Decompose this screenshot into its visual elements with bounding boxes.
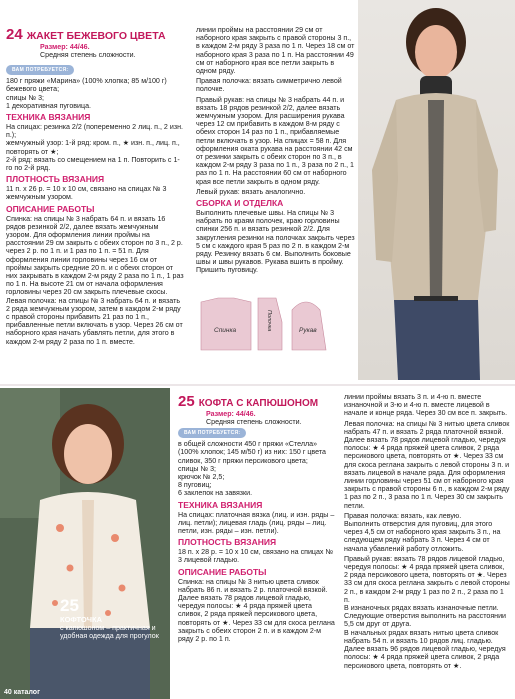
section-title: ОПИСАНИЕ РАБОТЫ <box>6 203 95 214</box>
pattern-25-col2 <box>344 393 510 670</box>
col3-paragraph: линии проймы вязать 3 п. и 4-ю п. вместе изнаночной и 3-ю и 4-ю п. вместе лицевой в начале и конце ряда. Через 30 см все п. закрыть. <box>344 393 508 418</box>
materials-pill: ВАМ ПОТРЕБУЕТСЯ: <box>178 428 246 438</box>
pattern-number: 25 <box>178 393 195 410</box>
pattern-24-header <box>6 26 186 59</box>
back-piece-shape <box>201 298 251 350</box>
pattern-24-col2 <box>196 26 356 275</box>
tech-line: жемчужный узор: 1-й ряд: кром. п., ★ изн. п., лиц. п., повторять от ★; <box>6 139 180 156</box>
col3-paragraph: Левая полочка: на спицы № 3 нитью цвета сливок набрать 47 п. и вязать 2 ряда платочной вязкой. <box>344 419 510 436</box>
tech-text: На спицах: платочная вязка (лиц. и изн. ряды – лиц. петли); лицевая гладь (лиц. ряды – лиц. петли, изн. ряды – изн. петли). <box>178 510 335 536</box>
pattern-25-header <box>178 393 348 426</box>
materials-pill: ВАМ ПОТРЕБУЕТСЯ: <box>6 65 74 75</box>
pattern-title: КОФТА С КАПЮШОНОМ <box>198 398 319 409</box>
difficulty-line: Средняя степень сложности. <box>206 418 302 427</box>
desc-text: Спинка: на спицы № 3 нитью цвета сливок набрать 86 п. и вязать 2 р. платочной вязкой. Далее вязать 78 рядов лицевой гладью, чередуя полосы: ★ 4 ряда пряжей цвета сливок, 2 ряда пряжей персикового цвета, повторять от ★. Через 33 см для скоса реглана закрыть с обеих сторон 2 п. и в каждом 2-м ряду 2 р. по 1 п. <box>178 577 335 644</box>
col3-paragraph: Выполнить отверстия для пуговиц, для этого через 4,5 см от наборного края закрыть 3 п., на следующем ряду набрать 3 п. Через 4 см от начала убавлений работу отложить. <box>344 520 501 553</box>
section-title: СБОРКА И ОТДЕЛКА <box>196 198 284 209</box>
col3-paragraph: Правая полочка: вязать, как левую. <box>344 511 462 520</box>
section-title: ТЕХНИКА ВЯЗАНИЯ <box>178 499 263 510</box>
tech-line: На спицах: резинка 2/2 (попеременно 2 лиц. п., 2 изн. п.); <box>6 123 183 140</box>
density-text: 11 п. х 26 р. = 10 х 10 см, связано на спицах № 3 жемчужным узором. <box>6 185 167 202</box>
sleeve-shape <box>292 302 326 350</box>
front-label: Полочка <box>266 310 272 332</box>
caption-title: КОФТОЧКА <box>60 615 103 624</box>
section-title: ТЕХНИКА ВЯЗАНИЯ <box>6 112 91 123</box>
desc-paragraph: Левая полочка: на спицы № 3 набрать 64 п. и вязать 2 ряда жемчужным узором, затем в каждом 2-м ряду с правой стороны прибавить 21 раз по 1 п., прибавленные петли включать в узор. Через 26 см от наборного края начать убавлять петли, для этого в каждом 2-м ряду 2 раза по 1 п. вместе. <box>6 296 183 346</box>
col3-paragraph: В начальных рядах вязать нитью цвета сливок набрать 54 п. и вязать 10 рядов лиц. гладью. Далее вязать 96 рядов лицевой гладью, чередуя полосы: ★ 4 ряда пряжей цвета сливок, 2 ряда персикового цвета, повторять от ★. <box>344 628 506 670</box>
col2-paragraph: Правая полочка: вязать симметрично левой полочке. <box>196 77 342 94</box>
difficulty-line: Средняя степень сложности. <box>40 51 136 60</box>
col2-paragraph: Правый рукав: на спицы № 3 набрать 44 п. и вязать 18 рядов резинкой 2/2, далее вязать жемчужным узором. Для расширения рукава через 12 см прибавить в каждом 8-м ряду с обеих сторон 14 раз по 1 п., прибавляемые петли включать в узор. На спицах = 58 п. Для оформления оката рукава на расстоянии 42 см от резинки закрыть с обеих сторон по 3 п., в каждом 2-м ряду 3 раза по 1 п., 3 раза по 2 п., 1 раз по 1 п. На расстоянии 60 см от наборного края все петли закрыть в одном ряду. <box>196 95 354 186</box>
material-item: крючок № 2,5; <box>178 473 225 482</box>
pattern-title: ЖАКЕТ БЕЖЕВОГО ЦВЕТА <box>26 30 166 42</box>
material-item: 6 заклепок на завязки. <box>178 489 253 498</box>
size-line: Размер: 44/46. <box>206 410 256 418</box>
tech-line: 2-й ряд: вязать со смещением на 1 п. Повторить с 1-го по 2-й ряд. <box>6 155 180 173</box>
section-title: ОПИСАНИЕ РАБОТЫ <box>178 566 267 577</box>
material-item: 180 г пряжи «Марина» (100% хлопка; 85 м/100 г) бежевого цвета; <box>6 77 167 94</box>
material-item: в общей сложности 450 г пряжи «Стелла» (100% хлопок; 145 м/50 г) из них: 150 г цвета сливок, 350 г пряжи персикового цвета; <box>178 440 326 465</box>
col2-paragraph: линии проймы на расстоянии 29 см от наборного края закрыть с правой стороны 3 п., в каждом 2-м ряду 3 раза по 1 п. Через 18 см от наборного края 3 раза по 1 п. На расстоянии 49 см от наборного края все петли закрыть в одном ряду. <box>196 26 355 76</box>
pattern-25-col1 <box>178 428 336 643</box>
pattern-24-col1 <box>6 65 184 346</box>
material-item: спицы № 3; <box>178 464 216 473</box>
back-label: Спинка <box>214 327 237 334</box>
schematic-diagram <box>196 292 356 362</box>
size-line: Размер: 44/46. <box>40 43 90 51</box>
section-divider <box>0 384 515 386</box>
col3-paragraph: Правый рукав: вязать 78 рядов лицевой гладью, чередуя полосы: ★ 4 ряда пряжей цвета сливок, 2 ряда персикового цвета, повторять от ★. Через 33 см для скоса реглана закрыть с левой стороны 2 п., в каждом 2-м ряду 1 раз по 2 п., 2 раза по 1 п. <box>344 554 510 604</box>
assembly-text: Выполнить плечевые швы. На спицы № 3 набрать по краям полочек, краю горловины спинки 256 п. и вязать резинкой 2/2. Для закругления резинки на полочках закрыть через 5 см с каждого края 5 раз по 2 п. в каждом 2-м ряду. Резинку вязать 6 см. Выполнить боковые швы и швы рукавов. Рукава вшить в пройму. Пришить пуговицу. <box>196 209 355 275</box>
material-item: 1 декоративная пуговица. <box>6 101 91 110</box>
photo-caption <box>60 596 168 641</box>
caption-text: с капюшоном – практичная и удобная одежда для прогулок <box>60 624 159 641</box>
model-photo-hooded-top <box>0 388 170 699</box>
material-item: 8 пуговиц; <box>178 481 212 490</box>
desc-paragraph: Спинка: на спицы № 3 набрать 64 п. и вязать 16 рядов резинкой 2/2, далее вязать жемчужным узором. Для оформления линии проймы на расстоянии 29 см закрыть с обеих сторон по 3 п., 2 р. через 2 р. по 1 п. и 1 раз по 1 п. = 51 п. Для оформления линии горловины через 16 см от проймы закрыть средние 20 п. и с обеих сторон от них закрывать в каждом 2-м ряду 2 раза по 1 п., 1 раз по 1 п. На высоте 21 см от начала оформления горловины через 20 см закрыть плечевые скосы. <box>6 214 184 297</box>
model-photo-beige-jacket <box>358 0 515 380</box>
col2-paragraph: Левый рукав: вязать аналогично. <box>196 187 306 196</box>
density-text: 18 п. х 28 р. = 10 х 10 см, связано на спицах № 3 лицевой гладью. <box>178 548 334 565</box>
col3-paragraph: В изнаночных рядах вязать изнаночные петли. Следующие отверстия выполнить на расстоянии 5,5 см друг от друга. <box>344 604 507 629</box>
section-title: ПЛОТНОСТЬ ВЯЗАНИЯ <box>178 537 277 548</box>
caption-number: 25 <box>60 596 79 615</box>
col3-paragraph: Далее вязать 78 рядов лицевой гладью, чередуя полосы: ★ 4 ряда пряжей цвета сливок, 2 ряда персикового цвета, повторять от ★. Через 33 см для скоса реглана закрыть с левой стороны 3 п. и вязать лицевой в начале ряда. Для оформления линии горловины через 51 см от наборного края закрыть с правой стороны 6 п., в каждом 2-м ряду 1 раз по 2 п., 3 раза по 1 п. Через 30 см закрыть петли. <box>344 436 510 510</box>
section-title: ПЛОТНОСТЬ ВЯЗАНИЯ <box>6 174 105 185</box>
material-item: спицы № 3; <box>6 93 44 102</box>
sleeve-label: Рукав <box>299 327 317 334</box>
pattern-number: 24 <box>6 26 23 43</box>
page-footer: 40 каталог <box>4 689 40 696</box>
